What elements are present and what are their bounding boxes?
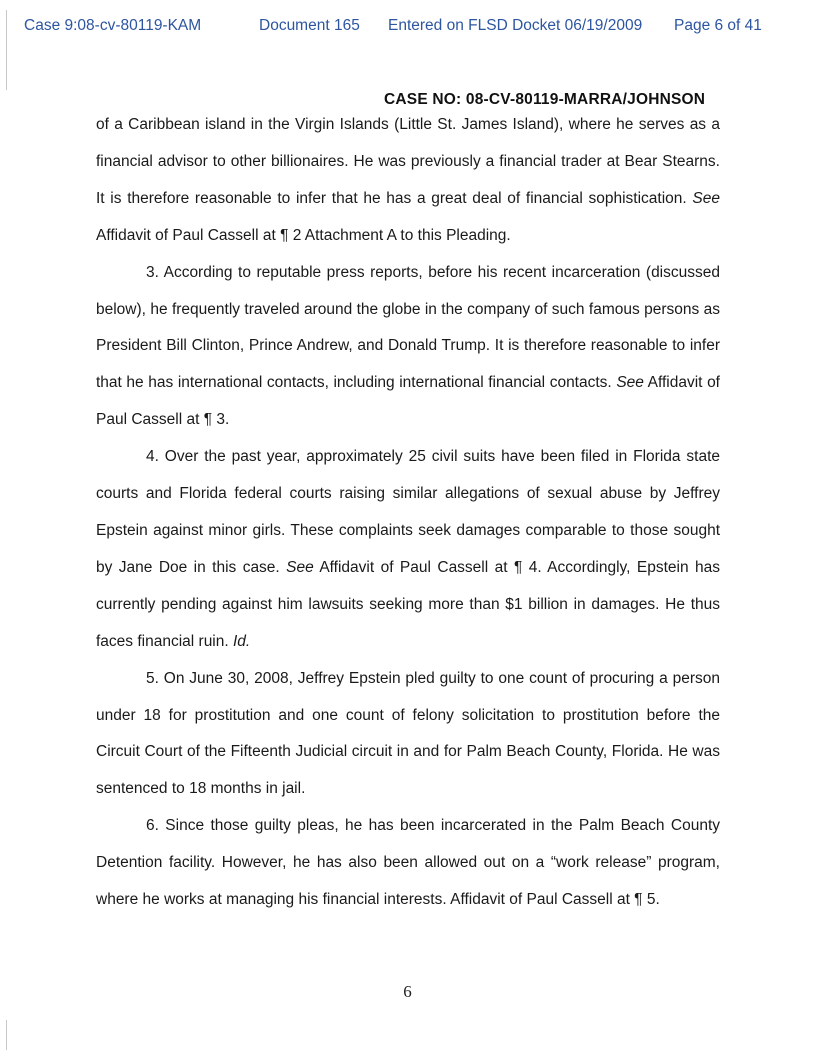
scan-edge-bottom <box>6 1020 7 1050</box>
page-number: 6 <box>403 982 412 1001</box>
docket-entered-date: Entered on FLSD Docket 06/19/2009 <box>388 17 643 34</box>
paragraph-4: 4. Over the past year, approximately 25 civil suits have been filed in Florida state courts and Florida federal courts raising similar allegations of sexual abuse by Jeffrey Epstein against minor girls. These complaints seek damages comparable to those sought by Jane Doe in this case. See Affidavit of Paul Cassell at ¶ 4. Accordingly, Epstein has currently pending against him lawsuits seeking more than $1 billion in damages. He thus faces financial ruin. Id. <box>96 448 720 650</box>
paragraph-continuation: of a Caribbean island in the Virgin Islands (Little St. James Island), where he serves as a financial advisor to other billionaires. He was previously a financial trader at Bear Stearns. It is therefore reasonable to infer that he has a great deal of financial sophistication. See Affidavit of Paul Cassell at ¶ 2 Attachment A to this Pleading. <box>96 116 720 244</box>
docket-case-number: Case 9:08-cv-80119-KAM <box>24 17 202 34</box>
case-number-heading: CASE NO: 08-CV-80119-MARRA/JOHNSON <box>384 91 706 108</box>
paragraph-6: 6. Since those guilty pleas, he has been incarcerated in the Palm Beach County Detention facility. However, he has also been allowed out on a “work release” program, where he works at managing his financial interests. Affidavit of Paul Cassell at ¶ 5. <box>96 817 720 909</box>
paragraph-3: 3. According to reputable press reports, before his recent incarceration (discussed below), he frequently traveled around the globe in the company of such famous persons as President Bill Clinton, Prince Andrew, and Donald Trump. It is therefore reasonable to infer that he has international contacts, including international financial contacts. See Affidavit of Paul Cassell at ¶ 3. <box>96 263 720 429</box>
document-body <box>96 107 720 919</box>
docket-page-count: Page 6 of 41 <box>674 17 762 34</box>
paragraph-5: 5. On June 30, 2008, Jeffrey Epstein pled guilty to one count of procuring a person under 18 for prostitution and one count of felony solicitation to prostitution before the Circuit Court of the Fifteenth Judicial circuit in and for Palm Beach County, Florida. He was sentenced to 18 months in jail. <box>96 669 720 798</box>
docket-document-number: Document 165 <box>259 17 360 34</box>
scan-edge-top <box>6 10 7 90</box>
